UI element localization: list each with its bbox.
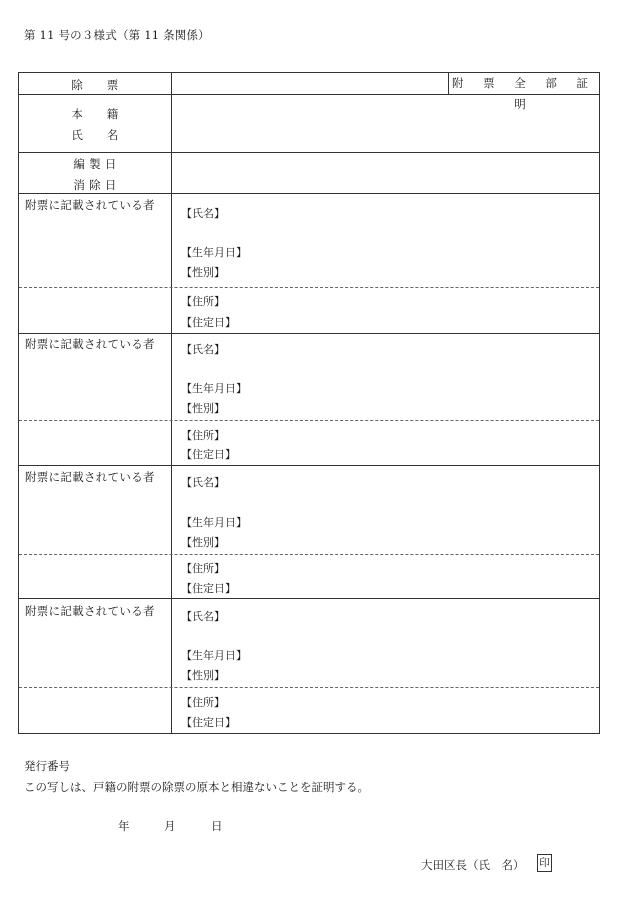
form-title: 第 11 号の３様式（第 11 条関係） — [24, 28, 210, 42]
row-divider — [19, 94, 599, 95]
person-sex-field: 【性別】 — [181, 536, 225, 549]
person-name-field: 【氏名】 — [181, 207, 225, 220]
person-label: 附票に記載されている者 — [25, 470, 155, 484]
person-date-field: 【住定日】 — [181, 582, 236, 595]
row-divider — [19, 465, 599, 466]
row-divider — [19, 193, 599, 194]
row-divider — [19, 554, 599, 555]
person-label: 附票に記載されている者 — [25, 337, 155, 351]
person-label: 附票に記載されている者 — [25, 198, 155, 212]
column-divider — [171, 73, 172, 733]
person-address-field: 【住所】 — [181, 562, 225, 575]
day-label: 日 — [211, 819, 223, 833]
header-left-label: 除 票 — [71, 78, 119, 92]
person-birth-field: 【生年月日】 — [181, 516, 247, 529]
person-label: 附票に記載されている者 — [25, 604, 155, 618]
person-birth-field: 【生年月日】 — [181, 382, 247, 395]
shojo-label: 消 除 日 — [73, 178, 117, 192]
signer-label: 大田区長（氏 名） — [421, 858, 525, 872]
issue-number-label: 発行番号 — [24, 759, 70, 773]
row-divider — [19, 152, 599, 153]
shimei-label: 氏 名 — [71, 128, 119, 142]
person-name-field: 【氏名】 — [181, 343, 225, 356]
person-date-field: 【住定日】 — [181, 716, 236, 729]
row-divider — [19, 598, 599, 599]
person-address-field: 【住所】 — [181, 696, 225, 709]
header-right-label: 附 票 全 部 証 明 — [448, 73, 599, 94]
honseki-label: 本 籍 — [71, 107, 119, 121]
person-birth-field: 【生年月日】 — [181, 649, 247, 662]
person-name-field: 【氏名】 — [181, 610, 225, 623]
row-divider — [19, 687, 599, 688]
year-label: 年 — [118, 819, 130, 833]
row-divider — [19, 333, 599, 334]
person-name-field: 【氏名】 — [181, 476, 225, 489]
certification-statement: この写しは、戸籍の附票の除票の原本と相違ないことを証明する。 — [24, 780, 369, 794]
person-sex-field: 【性別】 — [181, 669, 225, 682]
person-birth-field: 【生年月日】 — [181, 246, 247, 259]
row-divider — [19, 420, 599, 421]
person-date-field: 【住定日】 — [181, 448, 236, 461]
row-divider — [19, 287, 599, 288]
person-sex-field: 【性別】 — [181, 266, 225, 279]
person-date-field: 【住定日】 — [181, 316, 236, 329]
person-address-field: 【住所】 — [181, 429, 225, 442]
hensei-label: 編 製 日 — [73, 157, 117, 171]
certificate-table — [18, 72, 600, 734]
seal-mark: 印 — [537, 854, 552, 872]
person-sex-field: 【性別】 — [181, 402, 225, 415]
person-address-field: 【住所】 — [181, 295, 225, 308]
month-label: 月 — [164, 819, 176, 833]
